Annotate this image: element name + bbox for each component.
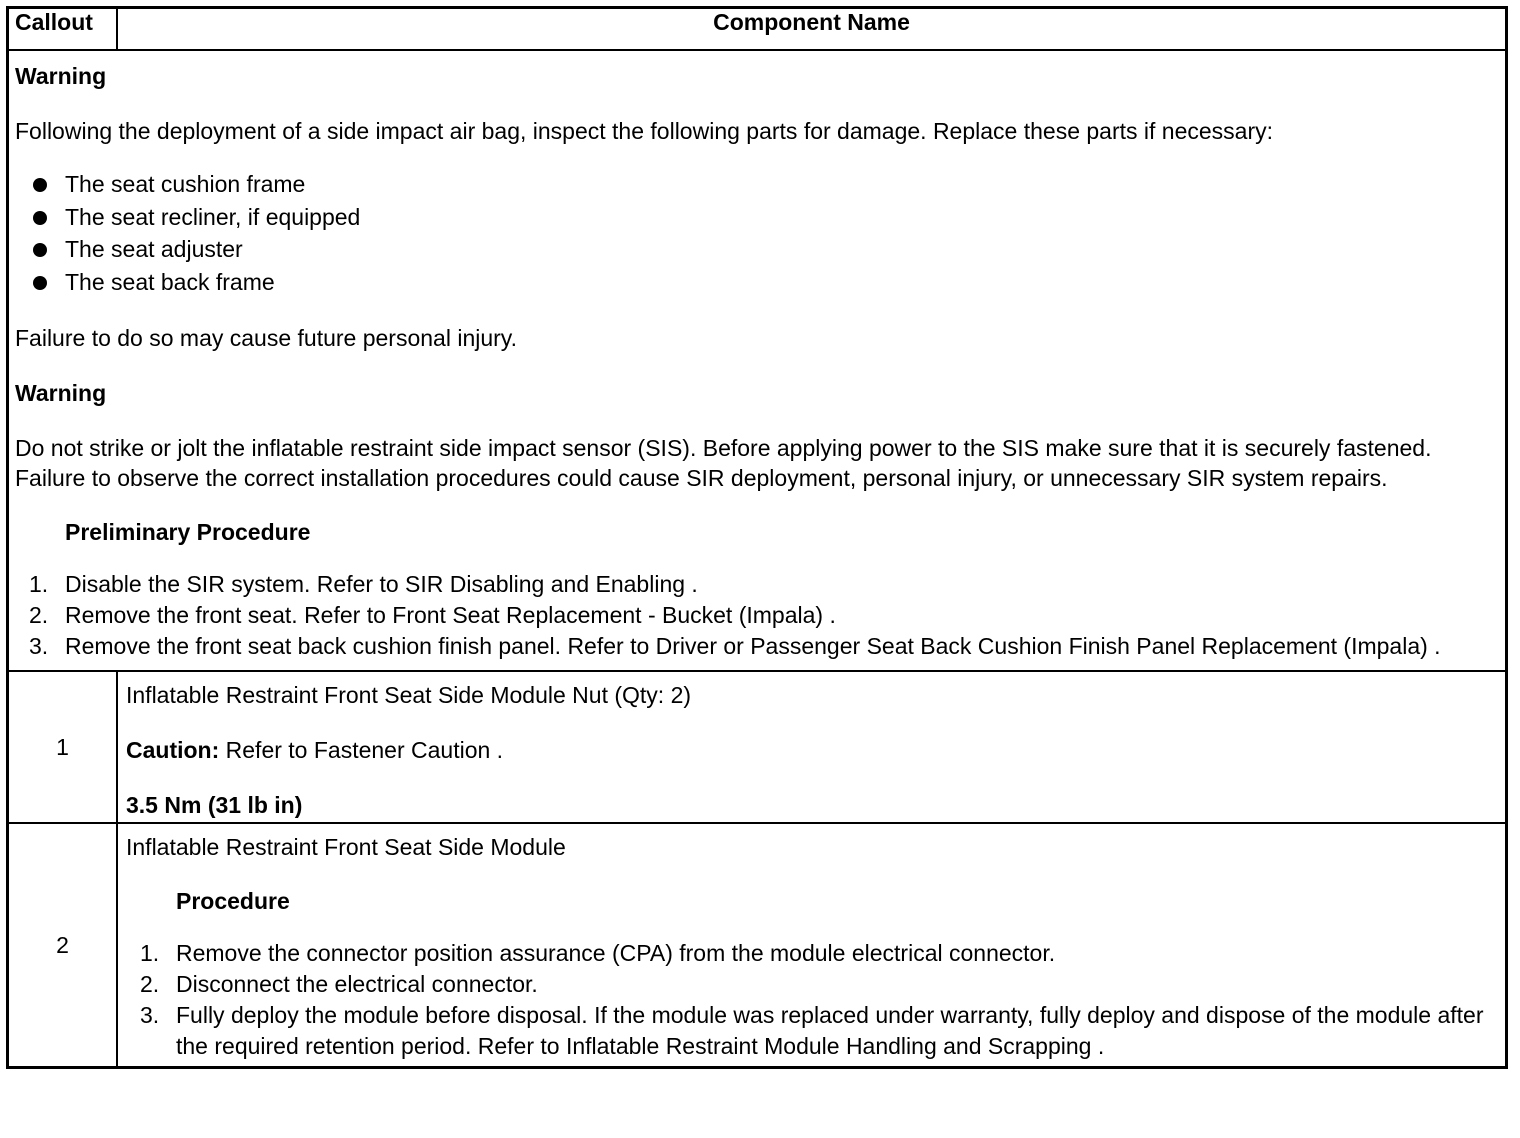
intro-row bbox=[8, 50, 1507, 671]
list-item bbox=[126, 938, 1497, 969]
step-text: Disable the SIR system. Refer to SIR Disabling and Enabling . bbox=[65, 571, 698, 597]
step-number: 1. bbox=[29, 571, 49, 597]
warning-footer: Failure to do so may cause future personal injury. bbox=[15, 325, 517, 351]
warning-text: Following the deployment of a side impact air bag, inspect the following parts for damage. Replace these parts if necessary: bbox=[15, 118, 1274, 144]
step-text: Disconnect the electrical connector. bbox=[176, 971, 538, 997]
list-item bbox=[15, 569, 1499, 600]
caution-text: Refer to Fastener Caution . bbox=[219, 737, 504, 763]
preliminary-steps bbox=[15, 569, 1499, 662]
component-name: Inflatable Restraint Front Seat Side Module bbox=[126, 834, 566, 860]
component-name: Inflatable Restraint Front Seat Side Module Nut (Qty: 2) bbox=[126, 682, 692, 708]
callout-number: 1 bbox=[8, 671, 118, 823]
component-table bbox=[6, 6, 1508, 1069]
step-number: 2. bbox=[29, 602, 49, 628]
callout-number: 2 bbox=[8, 823, 118, 1068]
step-number: 3. bbox=[29, 633, 49, 659]
warning-title-2: Warning bbox=[15, 380, 107, 406]
callout-header: Callout bbox=[8, 8, 118, 51]
list-item bbox=[126, 1000, 1497, 1062]
step-number: 2. bbox=[140, 971, 160, 997]
list-item: The seat cushion frame bbox=[15, 168, 1499, 201]
component-cell bbox=[118, 824, 1505, 1062]
preliminary-procedure-title: Preliminary Procedure bbox=[65, 519, 311, 545]
intro-cell bbox=[9, 51, 1505, 670]
step-text: Remove the front seat back cushion finish panel. Refer to Driver or Passenger Seat Back Cushion Finish Panel Replacement (Impala) . bbox=[65, 633, 1441, 659]
torque-spec: 3.5 Nm (31 lb in) bbox=[126, 792, 303, 818]
procedure-steps bbox=[126, 938, 1497, 1062]
step-number: 1. bbox=[140, 940, 160, 966]
step-number: 3. bbox=[140, 1002, 160, 1028]
table-row bbox=[8, 671, 1507, 823]
list-item bbox=[126, 969, 1497, 1000]
warning-text-2: Do not strike or jolt the inflatable restraint side impact sensor (SIS). Before applying power to the SIS make sure that it is securely fastened. Failure to observe the correct installation procedures could cause SIR deployment, personal injury, or unnecessary SIR system repairs. bbox=[15, 435, 1432, 491]
list-item: The seat adjuster bbox=[15, 233, 1499, 266]
inspect-parts-list bbox=[15, 168, 1499, 298]
step-text: Remove the connector position assurance (CPA) from the module electrical connector. bbox=[176, 940, 1056, 966]
list-item bbox=[15, 631, 1499, 662]
step-text: Fully deploy the module before disposal. If the module was replaced under warranty, fully deploy and dispose of the module after the required retention period. Refer to Inflatable Restraint Module Handling and Scrapping . bbox=[176, 1002, 1484, 1059]
table-header-row bbox=[8, 8, 1507, 51]
warning-title: Warning bbox=[15, 63, 107, 89]
list-item bbox=[15, 600, 1499, 631]
caution-label: Caution: bbox=[126, 737, 220, 763]
caution-line bbox=[126, 735, 1497, 765]
procedure-title: Procedure bbox=[176, 888, 290, 914]
component-cell bbox=[118, 672, 1505, 820]
list-item: The seat back frame bbox=[15, 266, 1499, 299]
step-text: Remove the front seat. Refer to Front Seat Replacement - Bucket (Impala) . bbox=[65, 602, 836, 628]
component-name-header: Component Name bbox=[117, 8, 1507, 51]
table-row bbox=[8, 823, 1507, 1068]
list-item: The seat recliner, if equipped bbox=[15, 201, 1499, 234]
